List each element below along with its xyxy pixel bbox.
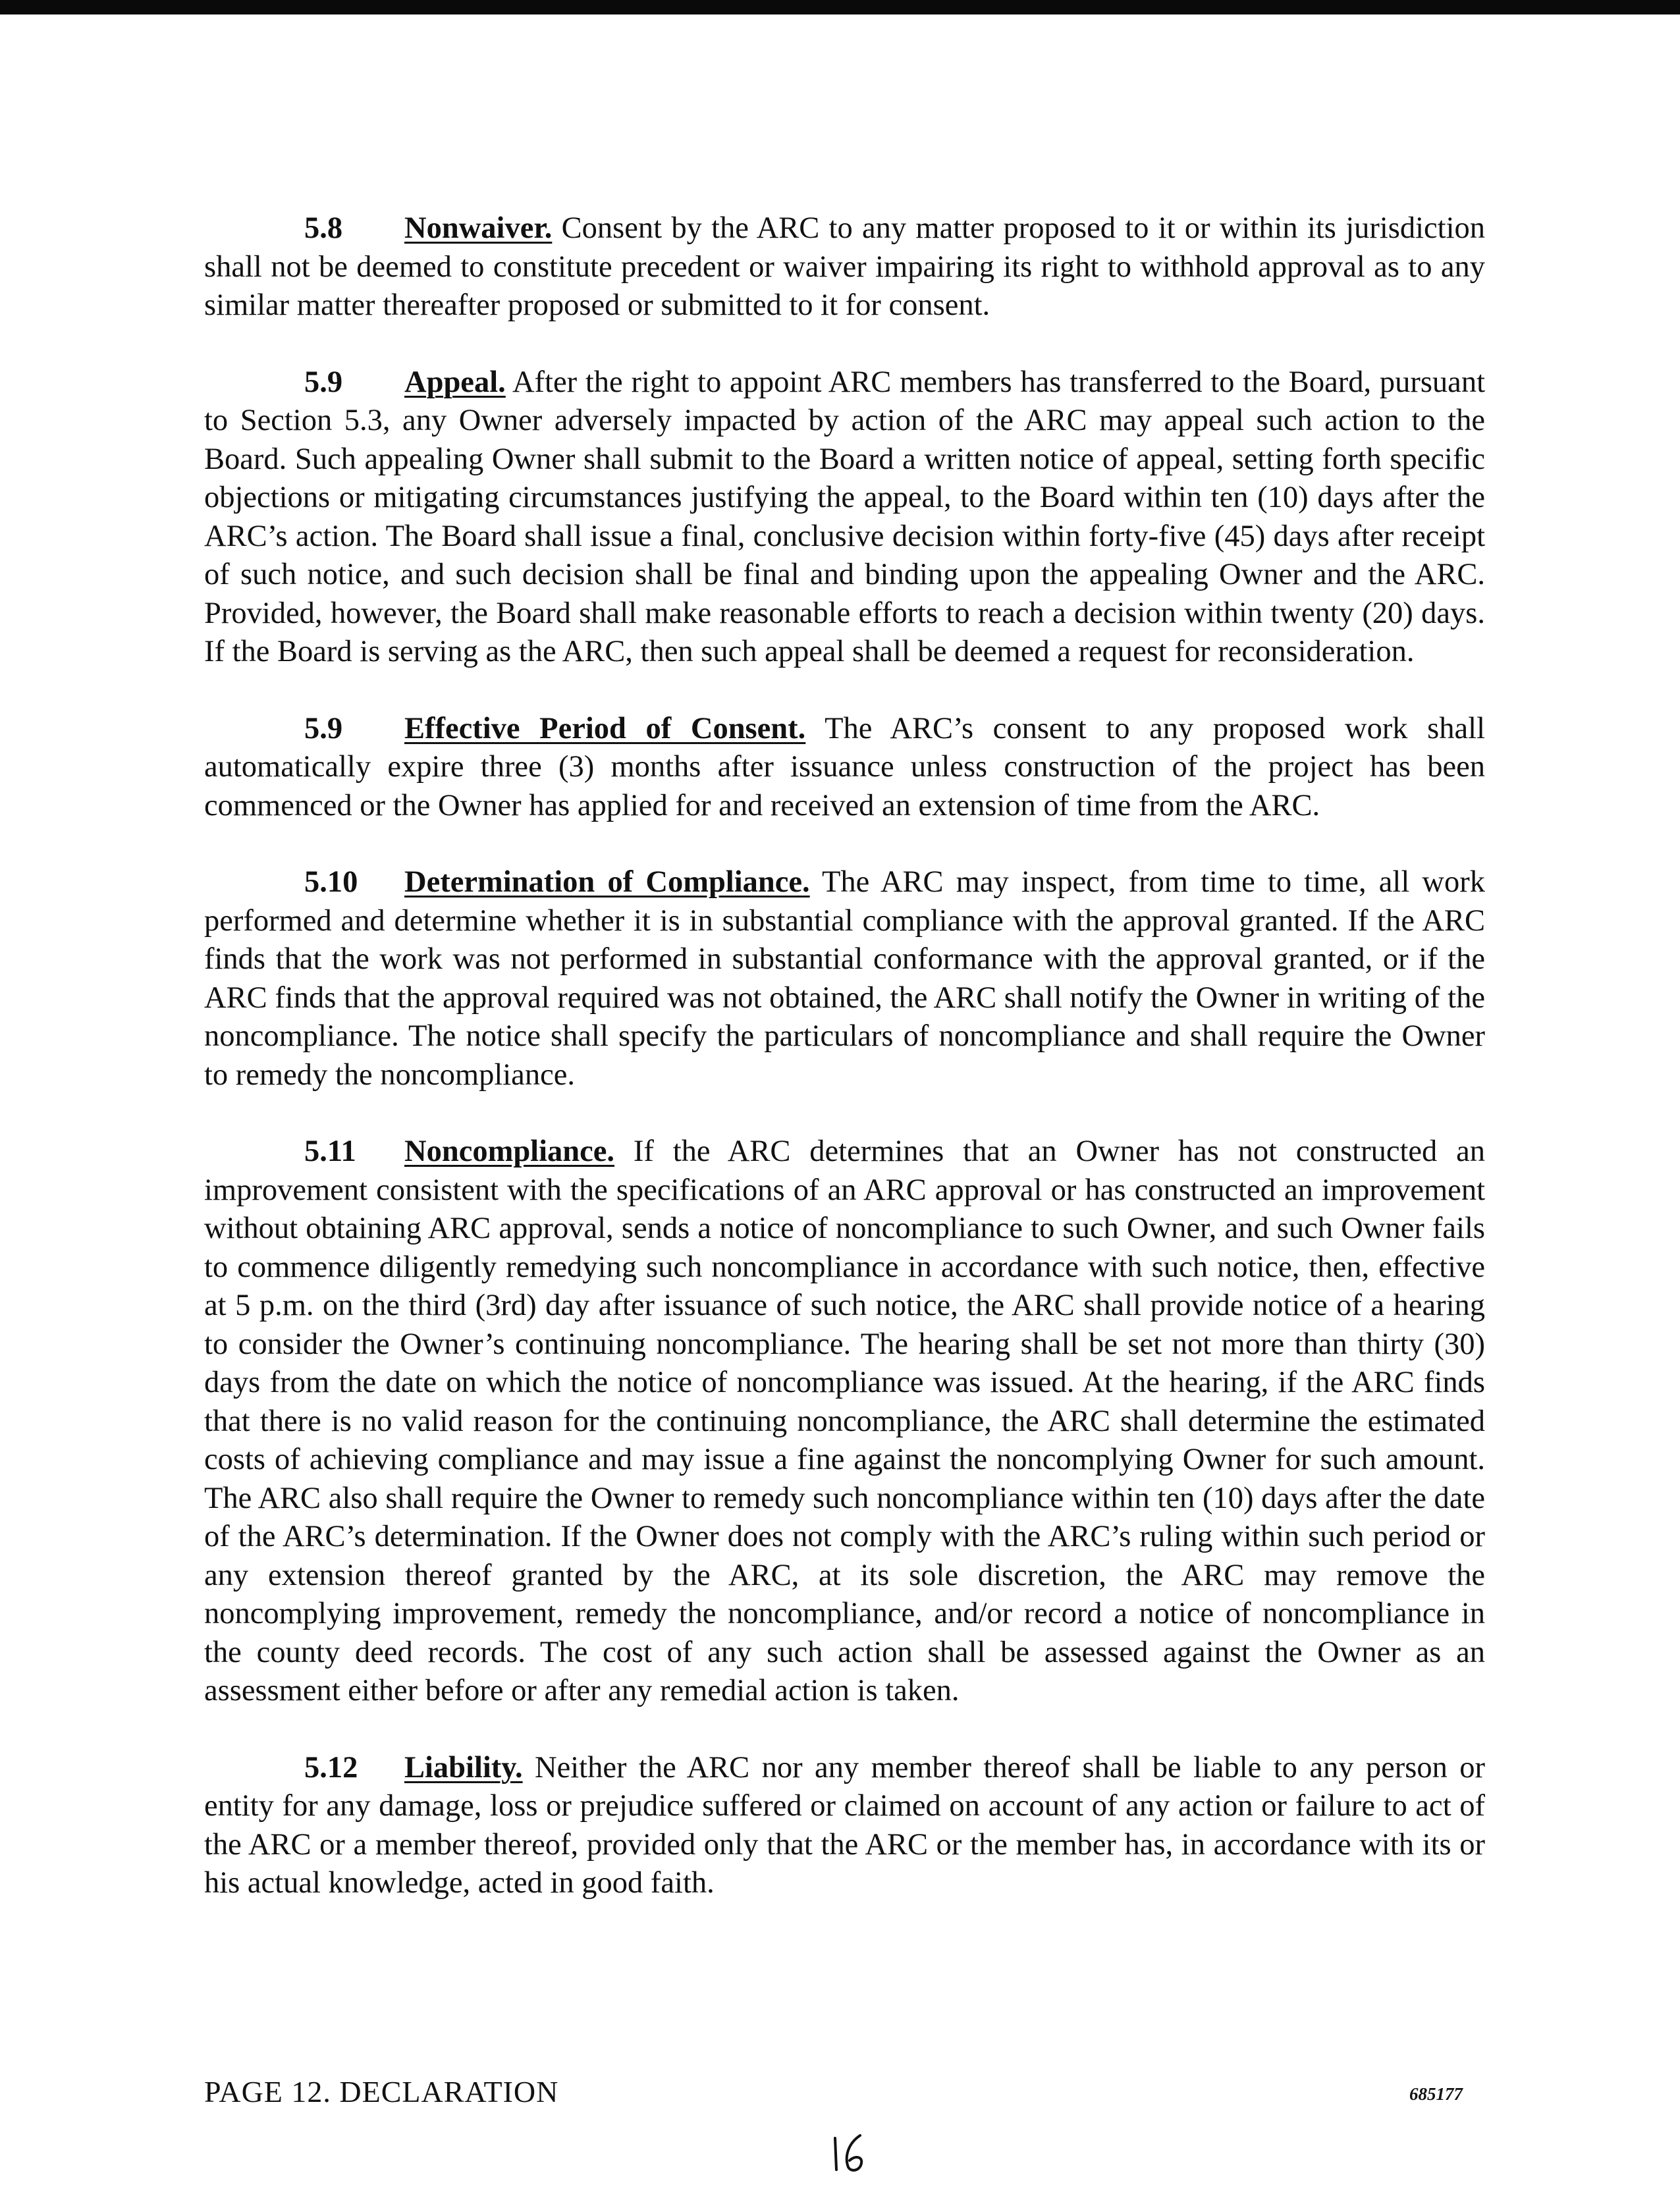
- scan-top-border: [0, 0, 1680, 14]
- section-5-10: [204, 863, 1485, 1094]
- section-title: Liability.: [404, 1750, 523, 1784]
- section-number: 5.9: [304, 711, 343, 745]
- section-number: 5.9: [304, 365, 343, 399]
- section-5-12: [204, 1749, 1485, 1903]
- section-text: After the right to appoint ARC members has transferred to the Board, pursuant to Section 5.3, any Owner adversely impacted by action of the ARC may appeal such action to the Board. Such appealing Owner shall submit to the Board a written notice of appeal, setting forth specific objections or mitigating circumstances justifying the appeal, to the Board within ten (10) days after the ARC’s action. The Board shall issue a final, conclusive decision within forty-five (45) days after receipt of such notice, and such decision shall be final and binding upon the appealing Owner and the ARC. Provided, however, the Board shall make reasonable efforts to reach a decision within twenty (20) days. If the Board is serving as the ARC, then such appeal shall be deemed a request for reconsideration.: [204, 365, 1485, 668]
- section-5-9-appeal: [204, 363, 1485, 672]
- section-title: Effective Period of Consent.: [404, 711, 806, 745]
- document-number: 685177: [1409, 2084, 1463, 2104]
- section-title: Appeal.: [404, 365, 506, 399]
- section-text: The ARC may inspect, from time to time, all work performed and determine whether it is in substantial compliance with the approval granted. If the ARC finds that the work was not performed in substantial conformance with the approval granted, or if the ARC finds that the approval required was not obtained, the ARC shall notify the Owner in writing of the noncompliance. The notice shall specify the particulars of noncompliance and shall require the Owner to remedy the noncompliance.: [204, 865, 1485, 1092]
- section-number: 5.11: [304, 1135, 356, 1168]
- handwritten-page-number: [828, 2130, 875, 2176]
- section-title: Noncompliance.: [404, 1135, 615, 1168]
- section-text: If the ARC determines that an Owner has not constructed an improvement consistent with the specifications of an ARC approval or has constructed an improvement without obtaining ARC approval, sends a notice of noncompliance to such Owner, and such Owner fails to commence diligently remedying such noncompliance in accordance with such notice, then, effective at 5 p.m. on the third (3rd) day after issuance of such notice, the ARC shall provide notice of a hearing to consider the Owner’s continuing noncompliance. The hearing shall be set not more than thirty (30) days from the date on which the notice of noncompliance was issued. At the hearing, if the ARC finds that there is no valid reason for the continuing noncompliance, the ARC shall determine the estimated costs of achieving compliance and may issue a fine against the noncomplying Owner for such amount. The ARC also shall require the Owner to remedy such noncompliance within ten (10) days after the date of the ARC’s determination. If the Owner does not comply with the ARC’s ruling within such period or any extension thereof granted by the ARC, at its sole discretion, the ARC may remove the noncomplying improvement, remedy the noncompliance, and/or record a notice of noncompliance in the county deed records. The cost of any such action shall be assessed against the Owner as an assessment either before or after any remedial action is taken.: [204, 1135, 1486, 1707]
- section-5-9-effective-period: [204, 710, 1485, 826]
- section-title: Nonwaiver.: [404, 211, 553, 245]
- section-title: Determination of Compliance.: [404, 865, 810, 899]
- section-text: Neither the ARC nor any member thereof shall be liable to any person or entity for any damage, loss or prejudice suffered or claimed on account of any action or failure to act of the ARC or a member thereof, provided only that the ARC or the member has, in accordance with its or his actual knowledge, acted in good faith.: [204, 1750, 1486, 1900]
- page-footer-label: PAGE 12. DECLARATION: [204, 2075, 559, 2108]
- section-number: 5.10: [304, 865, 358, 899]
- section-number: 5.12: [304, 1750, 358, 1784]
- section-text: Consent by the ARC to any matter proposed to it or within its jurisdiction shall not be deemed to constitute precedent or waiver impairing its right to withhold approval as to any similar matter thereafter proposed or submitted to it for consent.: [204, 211, 1486, 322]
- section-5-8: [204, 209, 1485, 325]
- section-5-11: [204, 1133, 1485, 1711]
- section-number: 5.8: [304, 211, 343, 245]
- document-body: [204, 209, 1485, 1941]
- section-text: The ARC’s consent to any proposed work shall automatically expire three (3) months after issuance unless construction of the project has been commenced or the Owner has applied for and received an extension of time from the ARC.: [204, 711, 1485, 822]
